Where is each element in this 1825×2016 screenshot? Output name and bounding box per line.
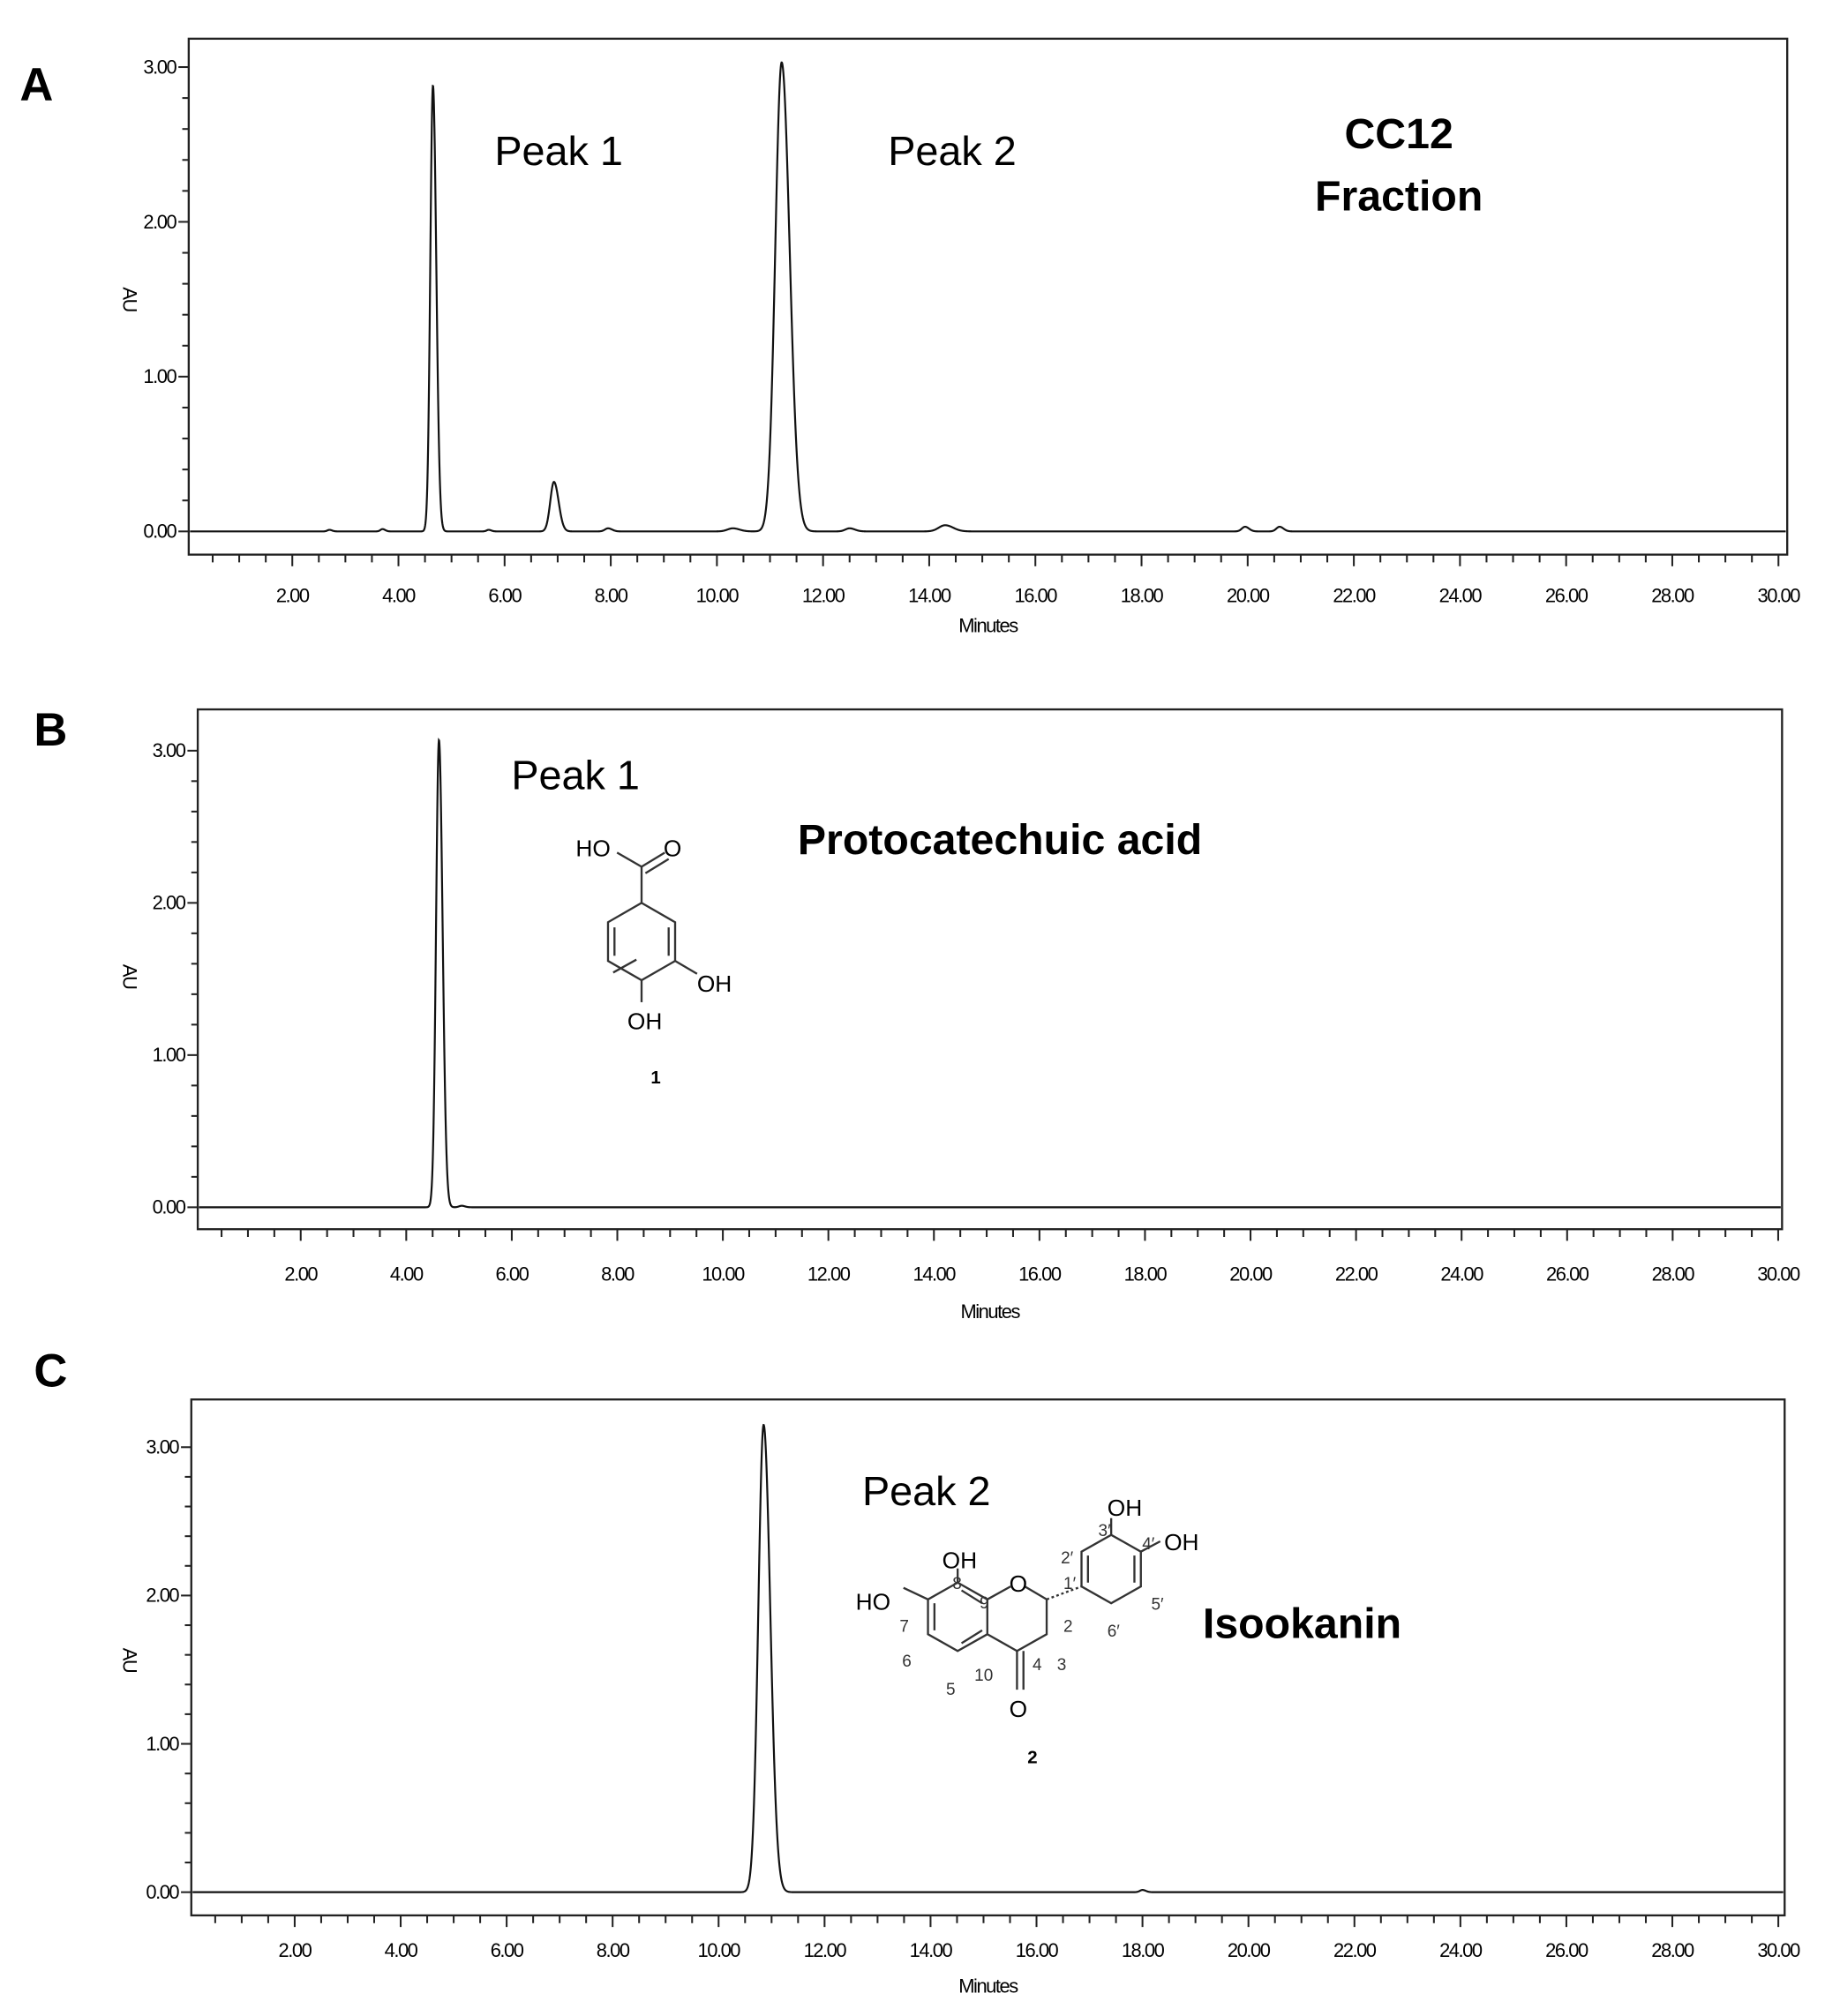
locant: 7 <box>899 1617 909 1637</box>
y-axis-label: AU <box>118 287 141 311</box>
locant: 4′ <box>1142 1534 1155 1554</box>
locant: 10 <box>974 1666 994 1685</box>
x-tick-label: 18.00 <box>1123 1263 1167 1285</box>
y-tick-label: 3.00 <box>152 739 185 762</box>
locant: 6 <box>902 1652 912 1671</box>
locant: 8 <box>952 1575 962 1594</box>
x-tick-label: 12.00 <box>803 1938 846 1961</box>
fraction-title-line2: Fraction <box>1315 172 1483 221</box>
x-tick-label: 30.00 <box>1757 1938 1799 1961</box>
isookanin-structure <box>856 1495 1199 1768</box>
x-tick-label: 6.00 <box>488 584 522 607</box>
structure-number: 2 <box>1027 1747 1038 1768</box>
x-tick-label: 26.00 <box>1546 1263 1588 1285</box>
x-tick-label: 8.00 <box>601 1263 634 1285</box>
structure-number: 1 <box>650 1068 661 1089</box>
x-tick-label: 16.00 <box>1014 584 1056 607</box>
atom-label: OH <box>942 1547 978 1574</box>
compound-name: Isookanin <box>1202 1600 1402 1648</box>
x-tick-label: 12.00 <box>801 584 845 607</box>
locant: 5 <box>946 1680 956 1699</box>
peak-2-label: Peak 2 <box>888 128 1017 175</box>
atom-label: HO <box>575 835 611 862</box>
x-tick-label: 6.00 <box>495 1263 529 1285</box>
x-axis-label: Minutes <box>960 1300 1019 1323</box>
y-tick-label: 0.00 <box>146 1880 179 1903</box>
x-tick-label: 20.00 <box>1229 1263 1272 1285</box>
x-tick-label: 28.00 <box>1651 1938 1694 1961</box>
x-tick-label: 26.00 <box>1544 584 1588 607</box>
locant: 2′ <box>1061 1548 1074 1568</box>
y-tick-label: 0.00 <box>143 520 176 543</box>
x-tick-label: 2.00 <box>284 1263 318 1285</box>
x-tick-label: 30.00 <box>1757 1263 1799 1285</box>
y-axis-label: AU <box>118 963 141 989</box>
chromatogram-trace <box>199 740 1781 1207</box>
x-tick-label: 10.00 <box>697 1938 740 1961</box>
x-tick-label: 26.00 <box>1545 1938 1588 1961</box>
panel-letter-a: A <box>19 59 54 112</box>
x-tick-label: 28.00 <box>1651 1263 1694 1285</box>
x-tick-label: 4.00 <box>384 1938 417 1961</box>
x-tick-label: 18.00 <box>1121 1938 1164 1961</box>
x-tick-label: 14.00 <box>909 1938 952 1961</box>
x-tick-label: 22.00 <box>1333 584 1375 607</box>
plot-frame <box>189 39 1787 555</box>
x-tick-label: 8.00 <box>594 584 627 607</box>
compound-name: Protocatechuic acid <box>797 815 1203 864</box>
y-tick-label: 3.00 <box>143 56 176 79</box>
x-tick-label: 20.00 <box>1227 584 1269 607</box>
x-tick-label: 24.00 <box>1438 584 1482 607</box>
y-tick-label: 2.00 <box>152 891 185 914</box>
x-axis-label: Minutes <box>958 1975 1018 1997</box>
locant: 3 <box>1056 1656 1067 1675</box>
x-tick-label: 8.00 <box>596 1938 629 1961</box>
atom-label: HO <box>855 1588 891 1615</box>
peak-1-label: Peak 1 <box>511 752 640 798</box>
x-tick-label: 4.00 <box>382 584 415 607</box>
chart-panel-b <box>118 709 1800 1323</box>
y-axis-label: AU <box>118 1647 141 1673</box>
atom-label: OH <box>1107 1494 1143 1521</box>
atom-label: OH <box>696 971 732 998</box>
x-tick-label: 4.00 <box>389 1263 423 1285</box>
y-tick-label: 0.00 <box>152 1195 185 1218</box>
y-tick-label: 1.00 <box>152 1044 185 1067</box>
y-tick-label: 2.00 <box>146 1584 179 1607</box>
atom-label: OH <box>1164 1529 1199 1556</box>
y-tick-label: 1.00 <box>146 1732 179 1755</box>
x-tick-label: 2.00 <box>275 584 309 607</box>
x-tick-label: 10.00 <box>702 1263 744 1285</box>
locant: 6′ <box>1107 1623 1120 1642</box>
locant: 4 <box>1032 1656 1042 1675</box>
y-tick-label: 1.00 <box>143 365 176 388</box>
x-tick-label: 12.00 <box>807 1263 850 1285</box>
x-tick-label: 18.00 <box>1120 584 1163 607</box>
x-tick-label: 14.00 <box>912 1263 956 1285</box>
x-tick-label: 28.00 <box>1651 584 1694 607</box>
atom-label: O <box>1009 1570 1028 1598</box>
atom-label: O <box>1009 1695 1028 1722</box>
y-tick-label: 2.00 <box>143 210 176 233</box>
x-tick-label: 14.00 <box>908 584 950 607</box>
x-tick-label: 24.00 <box>1439 1938 1482 1961</box>
y-tick-label: 3.00 <box>146 1435 179 1458</box>
x-axis-label: Minutes <box>958 614 1018 637</box>
panel-letter-c: C <box>34 1345 68 1398</box>
locant: 9 <box>980 1594 989 1614</box>
locant: 5′ <box>1151 1595 1164 1615</box>
locant: 1′ <box>1063 1575 1077 1594</box>
x-tick-label: 22.00 <box>1333 1938 1376 1961</box>
peak-1-label: Peak 1 <box>494 128 623 175</box>
locant: 2 <box>1063 1617 1073 1637</box>
protocatechuic-acid-structure <box>575 836 732 1088</box>
x-tick-label: 24.00 <box>1440 1263 1483 1285</box>
x-tick-label: 6.00 <box>490 1938 523 1961</box>
x-tick-label: 16.00 <box>1015 1938 1058 1961</box>
peak-2-label: Peak 2 <box>861 1468 991 1515</box>
panel-letter-b: B <box>34 703 68 756</box>
atom-label: O <box>663 835 682 862</box>
x-tick-label: 20.00 <box>1227 1938 1270 1961</box>
x-tick-label: 22.00 <box>1334 1263 1378 1285</box>
fraction-title-line1: CC12 <box>1344 110 1453 159</box>
locant: 3′ <box>1098 1522 1111 1541</box>
x-tick-label: 2.00 <box>278 1938 312 1961</box>
atom-label: OH <box>627 1008 663 1035</box>
x-tick-label: 30.00 <box>1757 584 1800 607</box>
x-tick-label: 10.00 <box>695 584 739 607</box>
x-tick-label: 16.00 <box>1018 1263 1061 1285</box>
